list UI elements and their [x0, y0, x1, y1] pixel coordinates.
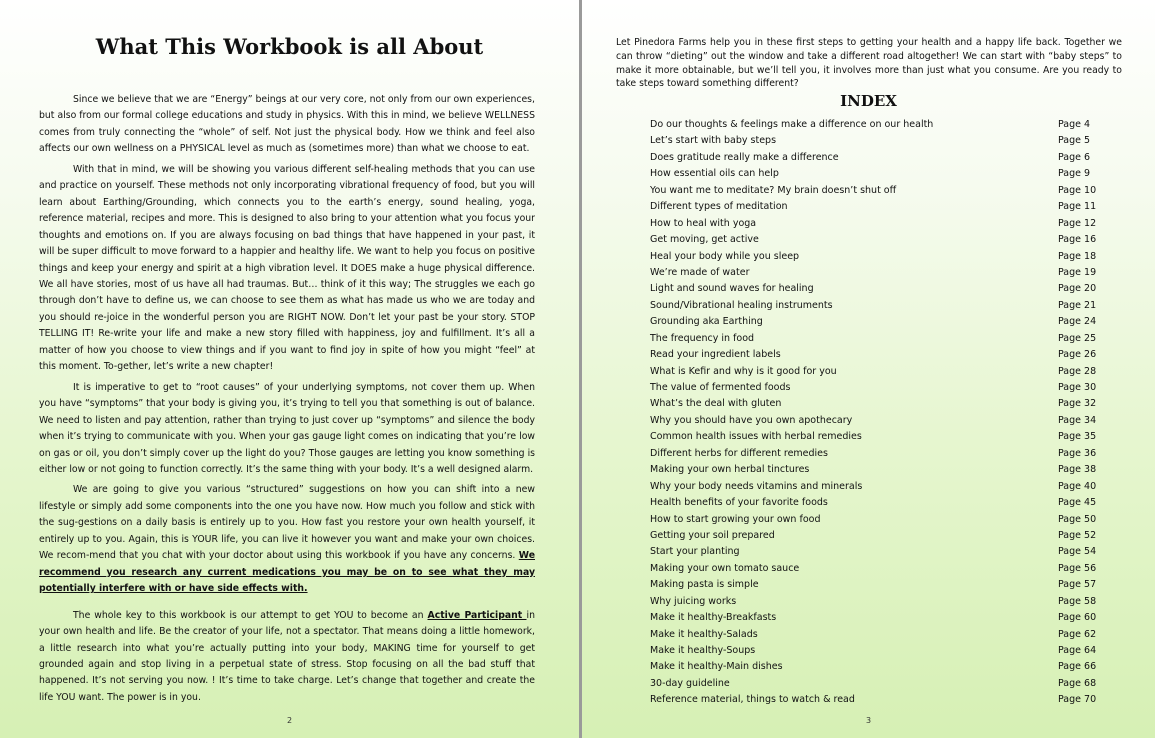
index-entry-page: Page 40	[1058, 480, 1097, 492]
index-entry	[650, 396, 1110, 412]
index-entry-topic: 30-day guideline	[650, 677, 730, 689]
index-entry-topic: Getting your soil prepared	[650, 529, 775, 541]
index-entry	[650, 314, 1110, 330]
index-entry-page: Page 10	[1058, 184, 1097, 196]
index-entry-topic: The frequency in food	[650, 332, 755, 344]
intro-text	[616, 36, 1122, 91]
index-entry-topic: How essential oils can help	[650, 168, 779, 180]
index-entry-topic: Make it healthy-Main dishes	[650, 661, 783, 673]
index-entry	[650, 429, 1110, 445]
index-entry-page: Page 57	[1058, 579, 1097, 591]
index-entry	[650, 479, 1110, 495]
index-entry-page: Page 4	[1058, 119, 1091, 130]
index-entry-page: Page 36	[1058, 447, 1097, 459]
index-entry-page: Page 24	[1058, 316, 1097, 328]
paragraph-5	[39, 608, 535, 707]
index-entry-page: Page 68	[1058, 677, 1097, 689]
index-entry-page: Page 30	[1058, 382, 1097, 393]
index-entry-page: Page 34	[1058, 414, 1097, 426]
index-entry-page: Page 64	[1058, 645, 1097, 656]
index-entry-topic: Different herbs for different remedies	[650, 447, 828, 459]
index-entry-topic: Get moving, get active	[650, 234, 759, 246]
index-entry	[650, 249, 1110, 265]
index-entry	[650, 232, 1110, 248]
index-entry	[650, 183, 1110, 199]
index-entry-page: Page 32	[1058, 398, 1097, 410]
index-entry-topic: What is Kefir and why is it good for you	[650, 365, 837, 377]
paragraph-3: It is imperative to get to “root causes” of your underlying symptoms, not cover them up. When you have “symptoms” that your body is giving you, it’s trying to tell you that something is out of balance. We need to listen and pay attention, rather than trying to just cover up “symptoms” and silence the body when it’s trying to communicate with you. When your gas gauge light comes on indicating that you’re low on gas or oil, you don’t simply cover up the light do you? Those gauges are letting you know something is either low or not going to function correctly. It’s the same thing with your body. It’s a well designed alarm.	[39, 381, 535, 475]
index-entry-topic: The value of fermented foods	[650, 382, 791, 393]
index-entry	[650, 150, 1110, 166]
index-entry	[650, 627, 1110, 643]
index-entry-page: Page 28	[1058, 365, 1097, 377]
index-entry	[650, 544, 1110, 560]
index-entry-topic: Does gratitude really make a difference	[650, 151, 839, 163]
index-entry-topic: Health benefits of your favorite foods	[650, 497, 828, 509]
index-entry-topic: Make it healthy-Soups	[650, 645, 756, 656]
index-entry-topic: Different types of meditation	[650, 201, 788, 213]
index-entry-topic: We’re made of water	[650, 266, 750, 278]
index-entry-page: Page 38	[1058, 464, 1097, 476]
index-entry	[650, 331, 1110, 347]
index-entry-topic: Light and sound waves for healing	[650, 283, 814, 295]
index-entry-topic: Read your ingredient labels	[650, 349, 781, 361]
paragraph-4-text: We are going to give you various “structured” suggestions on how you can shift into a new lifestyle or simply add some components into the one you have now. How much you follow and stick with the sug-gestions on a daily basis is entirely up to you. How fast you restore your own health yourself, it entirely up to you. Again, this is YOUR life, you can live it however you want and make your own choices. We recom-mend that you chat with your doctor about using this workbook if you have any concerns.	[39, 484, 535, 562]
index-entry	[650, 364, 1110, 380]
index-entry	[650, 577, 1110, 593]
index-entry	[650, 298, 1110, 314]
index-entry	[650, 676, 1110, 692]
index-entry-page: Page 11	[1058, 201, 1097, 213]
index-entry	[650, 166, 1110, 182]
index-entry	[650, 380, 1110, 396]
index-entry	[650, 216, 1110, 232]
index-entry	[650, 528, 1110, 544]
index-entry-page: Page 58	[1058, 595, 1097, 607]
paragraph-1: Since we believe that we are “Energy” beings at our very core, not only from our own experiences, but also from our formal college educations and study in physics. With this in mind, we believe WELLNESS comes from truly connecting the “whole” of self. Not just the physical body. How we think and feel also affects our own wellness on a PHYSICAL level as much as (sometimes more) than what we choose to eat.	[39, 94, 535, 155]
index-entry-topic: Make it healthy-Salads	[650, 628, 758, 640]
index-entry-topic: Why juicing works	[650, 595, 737, 607]
index-entry	[650, 199, 1110, 215]
index-entry-page: Page 45	[1058, 497, 1097, 509]
index-entry-page: Page 35	[1058, 431, 1097, 443]
index-entry	[650, 610, 1110, 626]
index-entry-topic: Why your body needs vitamins and minerals	[650, 480, 863, 492]
index-entry-topic: Making your own herbal tinctures	[650, 464, 810, 476]
index-entry-page: Page 66	[1058, 661, 1097, 673]
active-participant-emphasis: Active Participant	[427, 609, 527, 621]
body-text	[39, 92, 535, 710]
index-entry-page: Page 6	[1058, 151, 1091, 163]
paragraph-5-start: The whole key to this workbook is our attempt to get YOU to become an	[73, 609, 428, 621]
medication-warning: We recommend you research any current medications you may be on to see what they may potentially interfere with or have side effects with.	[39, 550, 535, 595]
index-entry-page: Page 20	[1058, 283, 1097, 295]
index-entry-page: Page 18	[1058, 250, 1097, 262]
index-entry	[650, 659, 1110, 675]
index-entry-topic: Grounding aka Earthing	[650, 316, 763, 328]
index-entry	[650, 117, 1110, 133]
index-entry	[650, 265, 1110, 281]
paragraph-4	[39, 482, 535, 597]
index-entry-topic: How to start growing your own food	[650, 513, 821, 525]
index-entry	[650, 512, 1110, 528]
index-entry	[650, 495, 1110, 511]
index-entry-page: Page 50	[1058, 513, 1097, 525]
index-entry-topic: Reference material, things to watch & read	[650, 694, 855, 706]
index-entry-page: Page 19	[1058, 266, 1097, 278]
index-title: INDEX	[840, 92, 897, 110]
index-entry-topic: Start your planting	[650, 546, 740, 558]
index-entry-page: Page 25	[1058, 332, 1097, 344]
index-entry-topic: Making pasta is simple	[650, 579, 759, 591]
index-entry-topic: Sound/Vibrational healing instruments	[650, 299, 833, 311]
index-entry	[650, 643, 1110, 659]
index-entry-topic: Making your own tomato sauce	[650, 562, 800, 574]
index-entry-topic: Common health issues with herbal remedies	[650, 431, 862, 443]
index-entry	[650, 347, 1110, 363]
index-entry-page: Page 54	[1058, 546, 1097, 558]
index-entry-page: Page 56	[1058, 562, 1097, 574]
index-entry	[650, 281, 1110, 297]
index-entry	[650, 133, 1110, 149]
index-entry-page: Page 70	[1058, 694, 1097, 706]
page-number: 3	[866, 716, 872, 725]
index-entry-topic: What’s the deal with gluten	[650, 398, 782, 410]
index-entry-page: Page 52	[1058, 529, 1097, 541]
index-entry	[650, 462, 1110, 478]
index-entry-topic: Heal your body while you sleep	[650, 250, 800, 262]
right-page	[582, 0, 1155, 738]
index-entry	[650, 561, 1110, 577]
index-entry-topic: Why you should have you own apothecary	[650, 414, 853, 426]
index-entry-page: Page 62	[1058, 628, 1097, 640]
index-entry-topic: Let’s start with baby steps	[650, 135, 777, 147]
index-list	[650, 117, 1110, 709]
index-entry	[650, 594, 1110, 610]
page-title: What This Workbook is all About	[95, 34, 484, 59]
index-entry	[650, 446, 1110, 462]
index-entry-page: Page 16	[1058, 234, 1097, 246]
paragraph-2: With that in mind, we will be showing you various different self-healing methods that you can use and practice on yourself. These methods not only incorporating vibrational frequency of food, but you will learn about Earthing/Grounding, which connects you to the earth’s energy, sound healing, yoga, reference material, recipes and more. This is designed to also bring to your attention what you focus your thoughts and emotions on. If you are always focusing on bad things that have happened in your past, it will be super difficult to move forward to a happier and healthy life. We want to help you focus on positive things and keep your energy and spirit at a high vibration level. It DOES make a huge physical difference. We all have stories, most of us have all had traumas. But… think of it this way; The struggles we each go through don’t have to define us, we can choose to see them as what has made us who we are today and you should re-joice in the wonderful person you are RIGHT NOW. Don’t let your past be your story. STOP TELLING IT! Re-write your life and make a new story filled with happiness, joy and fulfillment. It’s all a matter of how you choose to view things and if you want to find joy in spite of how you might “feel” at this moment. To-gether, let’s write a new chapter!	[39, 163, 535, 373]
index-entry	[650, 692, 1110, 708]
intro-paragraph: Let Pinedora Farms help you in these first steps to getting your health and a happy life back. Together we can throw “dieting” out the window and take a different road altogether! We can start with “baby steps” to make it more obtainable, but we’ll tell you, it involves more than just what you consume. Are you ready to take steps toward something different?	[616, 37, 1122, 90]
paragraph-5-end: in your own health and life. Be the creator of your life, not a spectator. That means doing a little homework, a little research into what you’re actually putting into your body, MAKING time for yourself to get grounded again and stop living in a perpetual state of stress. Stop focusing on all the bad stuff that happened. It’s not serving you now. ! It’s time to take charge. Let’s change that together and create the life YOU want. The power is in you.	[39, 609, 535, 703]
index-entry-page: Page 60	[1058, 612, 1097, 624]
index-entry	[650, 413, 1110, 429]
index-entry-page: Page 12	[1058, 217, 1097, 229]
index-entry-topic: Do our thoughts & feelings make a difference on our health	[650, 119, 934, 130]
index-entry-page: Page 21	[1058, 299, 1097, 311]
index-entry-page: Page 5	[1058, 135, 1091, 147]
index-entry-page: Page 26	[1058, 349, 1097, 361]
index-entry-topic: How to heal with yoga	[650, 217, 757, 229]
index-entry-topic: You want me to meditate? My brain doesn’t shut off	[650, 184, 897, 196]
page-number: 2	[287, 716, 293, 725]
index-entry-page: Page 9	[1058, 168, 1091, 180]
index-entry-topic: Make it healthy-Breakfasts	[650, 612, 777, 624]
